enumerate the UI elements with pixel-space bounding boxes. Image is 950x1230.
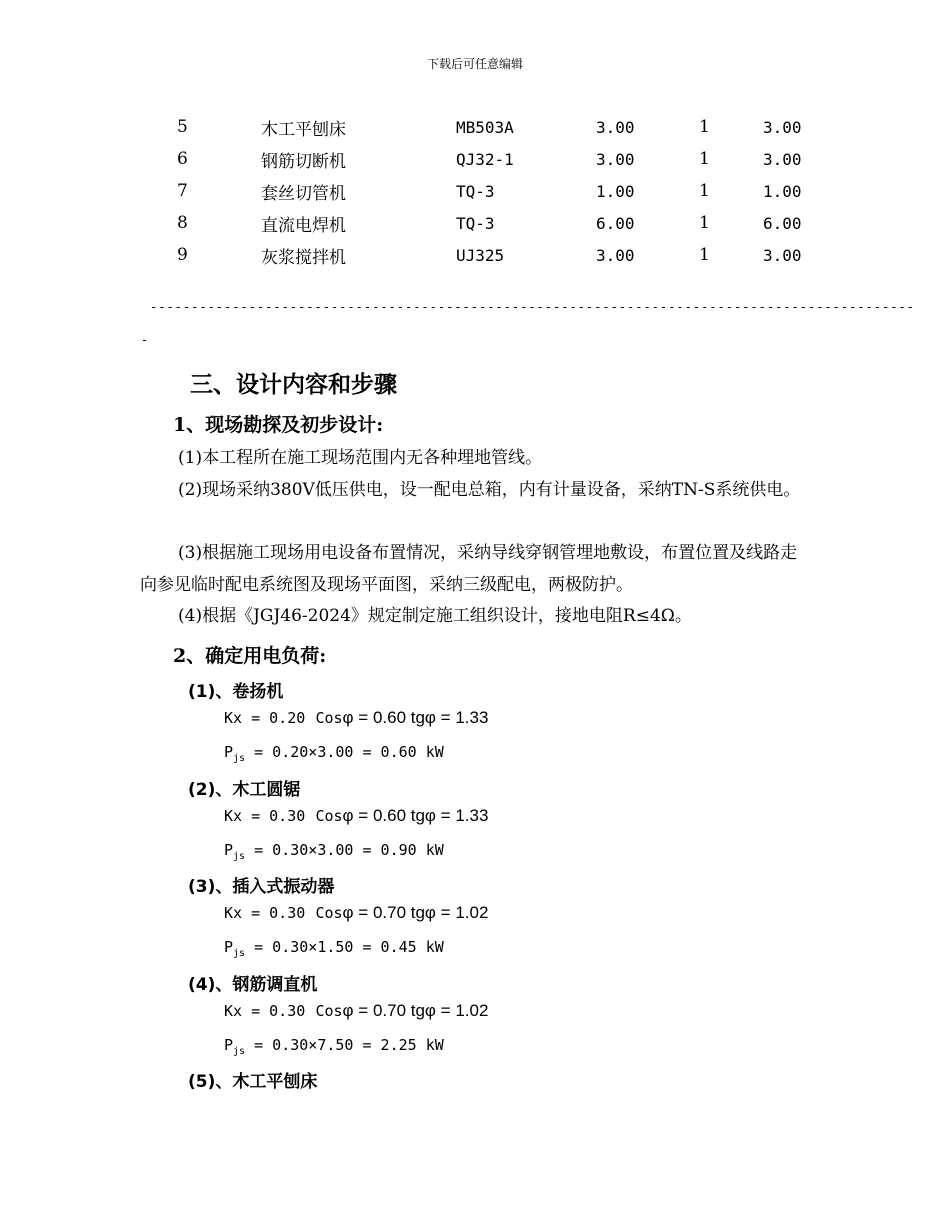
table-row [140,143,843,175]
pjs-symbol: P [224,743,234,761]
load-pjs [224,937,444,959]
kx-value: Kx = 0.30 [224,807,306,825]
kx-value: Kx = 0.30 [224,1002,306,1020]
equipment-qty: 1 [699,117,710,137]
equipment-qty: 1 [699,181,710,201]
pjs-subscript: js [233,753,246,764]
load-pjs [224,1035,444,1057]
cos-tg-values: φ = 0.60 tgφ = 1.33 [342,708,489,727]
equipment-power: 3.00 [596,117,635,137]
equipment-total: 3.00 [763,117,802,137]
equipment-power: 3.00 [596,245,635,265]
equipment-total: 6.00 [763,213,802,233]
load-pjs [224,742,444,764]
pjs-subscript: js [233,948,246,959]
subsection-title-load: 2、确定用电负荷: [173,645,327,667]
equipment-qty: 1 [699,213,710,233]
equipment-name: 钢筋切断机 [261,151,346,172]
load-label: (2)、木工圆锯 [188,780,301,800]
separator-tail: - [141,333,149,347]
equipment-power: 1.00 [596,181,635,201]
equipment-qty: 1 [699,149,710,169]
row-number: 6 [177,149,188,169]
equipment-qty: 1 [699,245,710,265]
equipment-total: 1.00 [763,181,802,201]
pjs-symbol: P [224,841,234,859]
survey-item-text: (2)现场采纳380V低压供电，设一配电总箱，内有计量设备，采纳TN-S系统供电。 [178,480,801,500]
load-label: (4)、钢筋调直机 [188,975,318,995]
equipment-name: 灰浆搅拌机 [261,247,346,268]
row-number: 7 [177,181,188,201]
cos-prefix: Cos [315,904,343,922]
load-label: (1)、卷扬机 [188,682,284,702]
survey-item-text: (1)本工程所在施工现场范围内无各种埋地管线。 [178,448,543,468]
equipment-model: TQ-3 [456,181,495,201]
row-number: 8 [177,213,188,233]
pjs-equation: = 0.30×3.00 = 0.90 kW [245,841,444,859]
load-coefficients [224,1001,488,1021]
separator-line: --------------------------------------------------------------------------------------------- [150,300,915,314]
equipment-model: QJ32-1 [456,149,514,169]
pjs-equation: = 0.30×1.50 = 0.45 kW [245,938,444,956]
equipment-model: UJ325 [456,245,505,265]
load-coefficients [224,903,488,923]
cos-tg-values: φ = 0.70 tgφ = 1.02 [342,903,489,922]
load-label: (3)、插入式振动器 [188,877,335,897]
kx-value: Kx = 0.20 [224,709,306,727]
pjs-symbol: P [224,1036,234,1054]
table-row [140,111,843,143]
load-pjs [224,840,444,862]
equipment-power: 3.00 [596,149,635,169]
table-row [140,207,843,239]
pjs-equation: = 0.30×7.50 = 2.25 kW [245,1036,444,1054]
survey-item-1 [140,442,810,474]
equipment-table [140,111,843,271]
pjs-equation: = 0.20×3.00 = 0.60 kW [245,743,444,761]
pjs-subscript: js [233,1046,246,1057]
survey-item-text: (4)根据《JGJ46-2024》规定制定施工组织设计，接地电阻R≤4Ω。 [178,606,692,626]
pjs-symbol: P [224,938,234,956]
equipment-name: 套丝切管机 [261,183,346,204]
table-row [140,175,843,207]
survey-item-3 [140,537,810,601]
survey-item-4 [140,600,810,632]
subsection-title-survey: 1、现场勘探及初步设计: [173,414,384,436]
cos-prefix: Cos [315,807,343,825]
equipment-total: 3.00 [763,245,802,265]
page-header: 下载后可任意编辑 [426,57,523,71]
cos-prefix: Cos [315,1002,343,1020]
survey-item-text: (3)根据施工现场用电设备布置情况，采纳导线穿钢管埋地敷设，布置位置及线路走向参见临时配电系统图及现场平面图，采纳三级配电，两极防护。 [140,543,798,595]
pjs-subscript: js [233,851,246,862]
load-coefficients [224,708,488,728]
equipment-name: 木工平刨床 [261,119,346,140]
load-coefficients [224,806,488,826]
table-row [140,239,843,271]
equipment-power: 6.00 [596,213,635,233]
equipment-total: 3.00 [763,149,802,169]
section-title: 三、设计内容和步骤 [190,371,397,398]
equipment-model: MB503A [456,117,514,137]
row-number: 5 [177,117,188,137]
cos-tg-values: φ = 0.60 tgφ = 1.33 [342,806,489,825]
cos-tg-values: φ = 0.70 tgφ = 1.02 [342,1001,489,1020]
cos-prefix: Cos [315,709,343,727]
load-label: (5)、木工平刨床 [188,1072,318,1092]
survey-item-2 [140,474,810,506]
kx-value: Kx = 0.30 [224,904,306,922]
equipment-name: 直流电焊机 [261,215,346,236]
equipment-model: TQ-3 [456,213,495,233]
row-number: 9 [177,245,188,265]
